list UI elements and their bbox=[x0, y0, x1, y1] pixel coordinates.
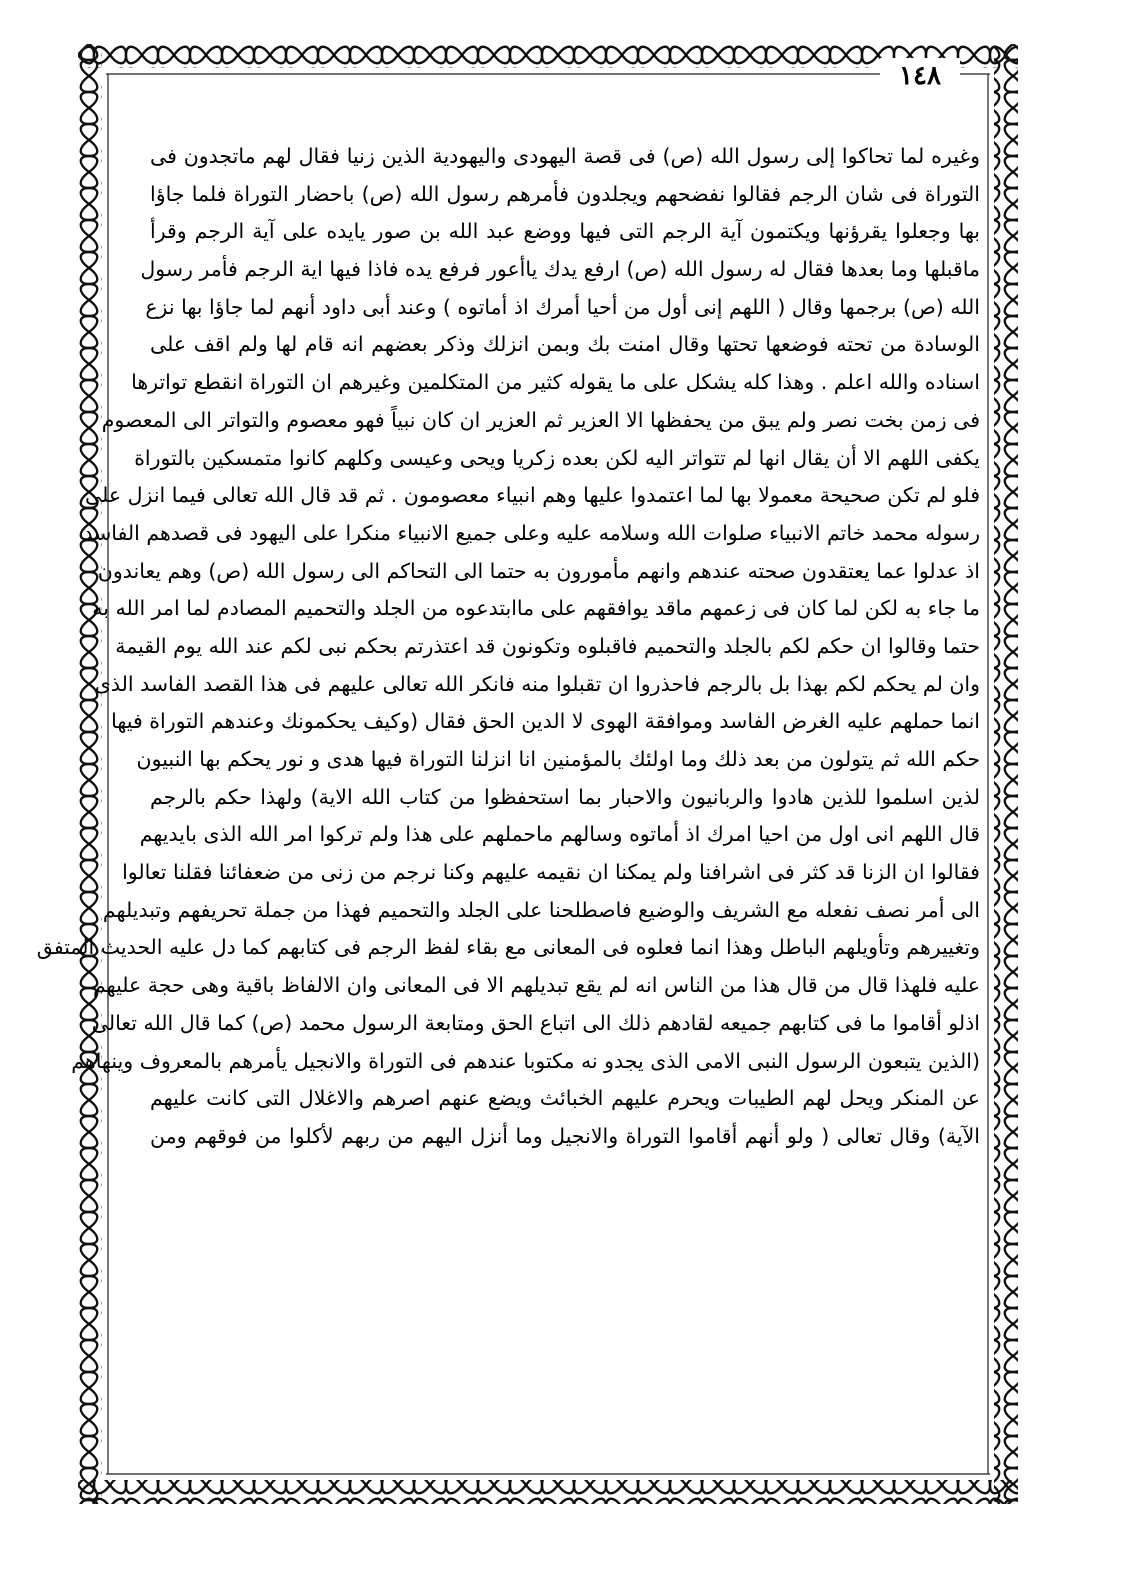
text-line: انما حملهم عليه الغرض الفاسد وموافقة الهوى لا الدين الحق فقال (وكيف يحكمونك وعندهم التوراة فيها bbox=[111, 709, 980, 734]
page-number: ١٤٨ bbox=[880, 58, 960, 94]
text-line: رسوله محمد خاتم الانبياء صلوات الله وسلامه عليه وعلى جميع الانبياء منكرا على اليهود فى قصدهم الفاسد bbox=[83, 520, 980, 545]
text-line: الله (ص) برجمها وقال ( اللهم إنى أول من أحيا أمرك اذ أماتوه ) وعند أبى داود أنهم لما جاؤا بها نزع bbox=[145, 294, 980, 319]
text-line: فلو لم تكن صحيحة معمولا بها لما اعتمدوا عليها وهم انبياء معصومون . ثم قد قال الله تعالى فيما انزل على bbox=[85, 483, 980, 508]
text-line: حتما وقالوا ان حكم لكم بالجلد والتحميم فاقبلوه وتكونون قد اعتذرتم بحكم نبى لكم عند الله يوم القيمة bbox=[115, 633, 980, 658]
text-line: ماقبلها وما بعدها فقال له رسول الله (ص) ارفع يدك ياأعور فرفع يده فاذا فيها اية الرجم فأمر رسول bbox=[140, 257, 980, 282]
text-line: عليه فلهذا قال من قال هذا من الناس انه لم يقع تبديلهم الا فى المعانى وان الالفاظ باقية وهى حجة عليهم bbox=[92, 973, 980, 998]
text-line: حكم الله ثم يتولون من بعد ذلك وما اولئك بالمؤمنين انا انزلنا التوراة فيها هدى و نور يحكم بها النبيون bbox=[136, 747, 980, 771]
text-line: عن المنكر ويحل لهم الطيبات ويحرم عليهم الخبائث ويضع عنهم اصرهم والاغلال التى كانت عليهم bbox=[150, 1086, 980, 1111]
text-line: ما جاء به لكن لما كان فى زعمهم ماقد يوافقهم على ماابتدعوه من الجلد والتحميم المصادم لما امر الله به bbox=[92, 596, 980, 621]
text-line: اذلو أقاموا ما فى كتابهم جميعه لقادهم ذلك الى اتباع الحق ومتابعة الرسول محمد (ص) كما قال الله تعالى bbox=[91, 1010, 980, 1035]
text-line: اذ عدلوا عما يعتقدون صحته عندهم وانهم مأمورون به حتما الى التحاكم الى رسول الله (ص) وهم يعاندون bbox=[97, 558, 980, 583]
text-line: وغيره لما تحاكوا إلى رسول الله (ص) فى قصة اليهودى واليهودية الذين زنيا فقال لهم ماتجدون فى bbox=[150, 144, 980, 168]
text-line: الوسادة من تحته فوضعها تحتها وقال امنت بك وبمن انزلك وذكر بعضهم انه قام لها ولم اقف على bbox=[150, 332, 980, 357]
text-line: الى أمر نصف نفعله مع الشريف والوضيع فاصطلحنا على الجلد والتحميم فهذا من جملة تحريفهم وتبديلهم bbox=[102, 897, 980, 922]
text-line: يكفى اللهم الا أن يقال انها لم تتواتر اليه لكن بعده زكريا ويحى وعيسى وكلهم كانوا متمسكين بالتوراة bbox=[134, 445, 980, 470]
text-line: اسناده والله اعلم . وهذا كله يشكل على ما يقوله كثير من المتكلمين وغيرهم ان التوراة انقطع تواترها bbox=[131, 370, 980, 395]
text-line: الآية) وقال تعالى ( ولو أنهم أقاموا التوراة والانجيل وما أنزل اليهم من ربهم لأكلوا من فوقهم ومن bbox=[150, 1123, 980, 1148]
text-line: لذين اسلموا للذين هادوا والربانيون والاحبار بما استحفظوا من كتاب الله الاية) ولهذا حكم بالرجم bbox=[150, 784, 980, 809]
body-text bbox=[36, 138, 980, 1156]
text-line: بها وجعلوا يقرؤنها ويكتمون آية الرجم التى فيها ووضع عبد الله بن صور يايده على آية الرجم وقرأ bbox=[150, 219, 980, 244]
text-line: فى زمن بخت نصر ولم يبق من يحفظها الا العزير ثم العزير ان كان نبياً فهو معصوم والتواتر الى المعصوم bbox=[101, 407, 980, 432]
text-line: قال اللهم انى اول من احيا امرك اذ أماتوه وسالهم ماحملهم على هذا ولم تركوا امر الله الذى بايديهم bbox=[139, 822, 980, 847]
text-line: التوراة فى شان الرجم فقالوا نفضحهم ويجلدون فأمرهم رسول الله (ص) باحضار التوراة فلما جاؤا bbox=[150, 181, 980, 206]
text-line: فقالوا ان الزنا قد كثر فى اشرافنا ولم يمكنا ان نقيمه عليهم وكنا نرجم من زنى من ضعفائنا فقلنا تعالوا bbox=[122, 860, 980, 885]
text-line: (الذين يتبعون الرسول النبى الامى الذى يجدو نه مكتوبا عندهم فى التوراة والانجيل يأمرهم بالمعروف وينهاهم bbox=[71, 1048, 980, 1073]
text-line: وان لم يحكم لكم بهذا بل بالرجم فاحذروا ان تقبلوا منه فانكر الله تعالى عليهم فى هذا القصد الفاسد الذى bbox=[94, 671, 980, 696]
text-line: وتغييرهم وتأويلهم الباطل وهذا انما فعلوه فى المعانى مع بقاء لفظ الرجم فى كتابهم كما دل عليه الحديث المتفق bbox=[36, 935, 980, 960]
